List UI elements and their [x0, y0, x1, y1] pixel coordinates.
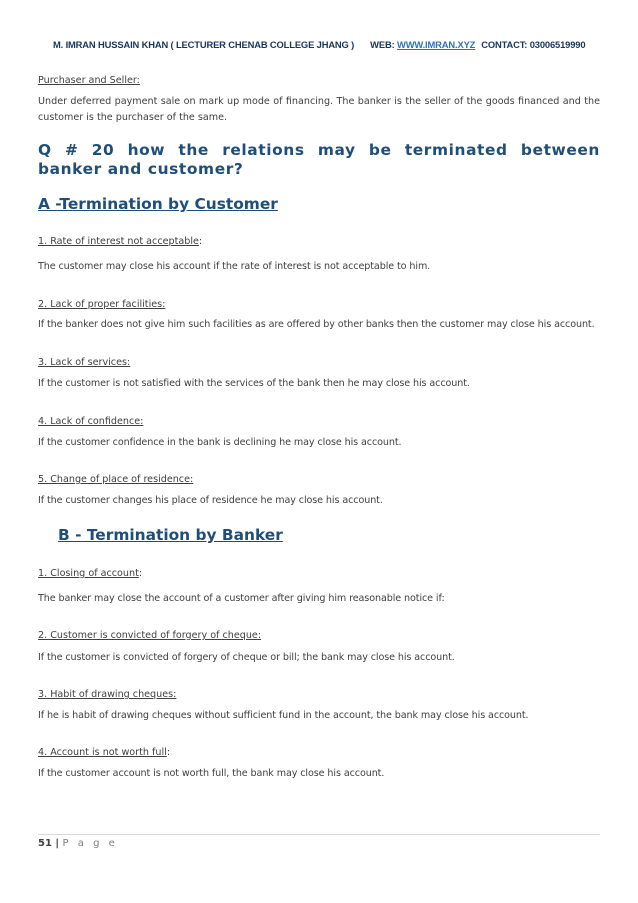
header-author: M. IMRAN HUSSAIN KHAN ( LECTURER CHENAB COLLEGE JHANG ) — [53, 39, 355, 50]
question-heading: Q # 20 how the relations may be terminated between banker and customer? — [38, 141, 600, 178]
a-item-4-text: If the customer confidence in the bank is declining he may close his account. — [38, 437, 402, 448]
a-item-5-label: 5. Change of place of residence: — [38, 474, 194, 485]
page-footer — [38, 838, 118, 849]
section-b-heading: B - Termination by Banker — [58, 526, 283, 544]
header-contact: CONTACT: 03006519990 — [481, 39, 586, 50]
b-item-2-label: 2. Customer is convicted of forgery of cheque: — [38, 630, 262, 641]
page-word: P a g e — [62, 838, 118, 849]
a-item-4-label: 4. Lack of confidence: — [38, 416, 144, 427]
intro-label: Purchaser and Seller: — [38, 75, 140, 86]
a-item-3-label: 3. Lack of services: — [38, 357, 131, 368]
b-item-4-label: 4. Account is not worth full: — [38, 747, 171, 758]
b-item-4-text: If the customer account is not worth full, the bank may close his account. — [38, 768, 385, 779]
page-separator: | — [51, 838, 63, 849]
page-number: 51 — [38, 838, 52, 849]
section-a-heading: A -Termination by Customer — [38, 195, 278, 213]
b-item-1-label: 1. Closing of account: — [38, 568, 143, 579]
b-item-3-label: 3. Habit of drawing cheques: — [38, 689, 177, 700]
a-item-3-text: If the customer is not satisfied with the services of the bank then he may close his account. — [38, 378, 470, 389]
a-item-1-text: The customer may close his account if the rate of interest is not acceptable to him. — [38, 261, 431, 272]
section-b-heading-block — [58, 525, 620, 544]
b-item-2-text: If the customer is convicted of forgery of cheque or bill; the bank may close his account. — [38, 652, 455, 663]
a-item-2-text: If the banker does not give him such facilities as are offered by other banks then the customer may close his account. — [38, 319, 595, 330]
intro-paragraph: Under deferred payment sale on mark up mode of financing. The banker is the seller of the goods financed and the customer is the purchaser of the same. — [38, 96, 600, 123]
header-web-label: WEB: — [370, 39, 395, 50]
footer-divider — [38, 834, 600, 835]
a-item-5-text: If the customer changes his place of residence he may close his account. — [38, 495, 383, 506]
b-item-3-text: If he is habit of drawing cheques without sufficient fund in the account, the bank may close his account. — [38, 710, 529, 721]
intro-label-block — [38, 68, 600, 87]
page-header — [53, 39, 613, 50]
section-a-heading-block — [38, 194, 600, 213]
a-item-1-label: 1. Rate of interest not acceptable: — [38, 236, 203, 247]
a-item-2-label: 2. Lack of proper facilities: — [38, 299, 166, 310]
b-item-1-text: The banker may close the account of a customer after giving him reasonable notice if: — [38, 593, 445, 604]
header-web-link[interactable]: WWW.IMRAN.XYZ — [397, 39, 476, 50]
